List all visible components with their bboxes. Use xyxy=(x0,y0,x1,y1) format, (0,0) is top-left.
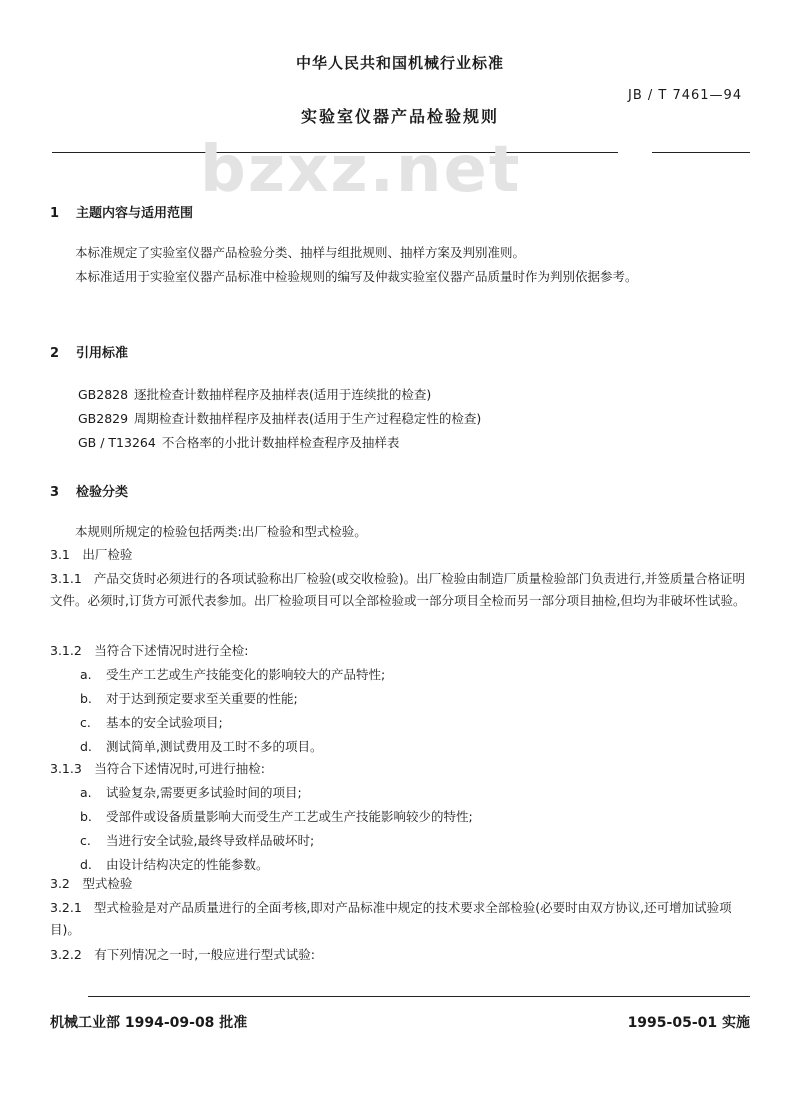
subsection-3-2-heading: 3.2 型式检验 xyxy=(50,876,133,891)
section-1-paragraph-1: 本标准规定了实验室仪器产品检验分类、抽样与组批规则、抽样方案及判别准则。 xyxy=(75,245,526,260)
section-2-heading xyxy=(50,342,128,361)
reference-code: GB2828 xyxy=(78,387,129,402)
item-label: d. xyxy=(80,857,92,872)
clause-3-1-3: 3.1.3 当符合下述情况时,可进行抽检: xyxy=(50,761,265,776)
reference-code: GB2829 xyxy=(78,411,129,426)
section-number: 1 xyxy=(50,206,60,221)
section-3-intro: 本规则所规定的检验包括两类:出厂检验和型式检验。 xyxy=(75,524,367,539)
industry-standard-heading: 中华人民共和国机械行业标准 xyxy=(295,54,504,72)
item-label: a. xyxy=(80,785,92,800)
list-item xyxy=(80,831,314,849)
clause-3-2-2: 3.2.2 有下列情况之一时,一般应进行型式试验: xyxy=(50,947,315,962)
list-item xyxy=(80,783,302,801)
section-1-heading xyxy=(50,202,193,221)
list-item xyxy=(80,855,269,873)
reference-title: 不合格率的小批计数抽样检查程序及抽样表 xyxy=(161,435,400,450)
item-text: 当进行安全试验,最终导致样品破坏时; xyxy=(106,833,315,848)
item-text: 对于达到预定要求至关重要的性能; xyxy=(106,691,298,706)
item-label: a. xyxy=(80,667,92,682)
clause-text: 产品交货时必须进行的各项试验称出厂检验(或交收检验)。出厂检验由制造厂质量检验部门负责进行,并签质量合格证明文件。必须时,订货方可派代表参加。出厂检验项目可以全部检验或一部分项目全检而另一部分项目抽检,但均为非破坏性试验。 xyxy=(50,571,746,608)
reference-title: 逐批检查计数抽样程序及抽样表(适用于连续批的检查) xyxy=(134,387,432,402)
implementation-line: 1995-05-01 实施 xyxy=(627,1015,750,1031)
item-label: c. xyxy=(80,715,91,730)
document-title: 实验室仪器产品检验规则 xyxy=(300,107,499,126)
section-number: 2 xyxy=(50,346,60,361)
clause-3-1-2: 3.1.2 当符合下述情况时进行全检: xyxy=(50,643,249,658)
item-label: b. xyxy=(80,809,92,824)
section-1-paragraph-2: 本标准适用于实验室仪器产品标准中检验规则的编写及仲裁实验室仪器产品质量时作为判别依据参考。 xyxy=(75,269,638,284)
clause-number: 3.2.1 xyxy=(50,900,82,915)
item-text: 基本的安全试验项目; xyxy=(106,715,223,730)
item-text: 测试简单,测试费用及工时不多的项目。 xyxy=(106,739,323,754)
list-item xyxy=(80,689,298,707)
list-item xyxy=(80,713,223,731)
list-item xyxy=(80,665,385,683)
item-text: 由设计结构决定的性能参数。 xyxy=(106,857,269,872)
reference-standard xyxy=(78,409,481,427)
item-label: c. xyxy=(80,833,91,848)
footer-rule xyxy=(88,996,750,997)
clause-3-1-1 xyxy=(50,568,750,612)
section-title: 检验分类 xyxy=(76,485,129,500)
item-label: d. xyxy=(80,739,92,754)
item-label: b. xyxy=(80,691,92,706)
item-text: 试验复杂,需要更多试验时间的项目; xyxy=(106,785,302,800)
item-text: 受生产工艺或生产技能变化的影响较大的产品特性; xyxy=(106,667,386,682)
reference-standard xyxy=(78,385,431,403)
item-text: 受部件或设备质量影响大而受生产工艺或生产技能影响较少的特性; xyxy=(106,809,473,824)
clause-number: 3.1.1 xyxy=(50,571,82,586)
reference-code: GB / T13264 xyxy=(78,435,156,450)
standard-number: JB / T 7461—94 xyxy=(628,88,743,103)
clause-3-2-1 xyxy=(50,897,750,941)
header-rule-right xyxy=(652,152,750,153)
section-title: 主题内容与适用范围 xyxy=(76,206,194,221)
watermark: bzxz.net xyxy=(200,133,522,207)
reference-standard xyxy=(78,433,399,451)
section-title: 引用标准 xyxy=(76,346,129,361)
list-item xyxy=(80,807,473,825)
subsection-3-1-heading: 3.1 出厂检验 xyxy=(50,547,133,562)
section-number: 3 xyxy=(50,485,60,500)
list-item xyxy=(80,737,322,755)
clause-text: 型式检验是对产品质量进行的全面考核,即对产品标准中规定的技术要求全部检验(必要时由双方协议,还可增加试验项目)。 xyxy=(50,900,732,937)
reference-title: 周期检查计数抽样程序及抽样表(适用于生产过程稳定性的检查) xyxy=(134,411,482,426)
approval-line: 机械工业部 1994-09-08 批准 xyxy=(50,1015,248,1031)
section-3-heading xyxy=(50,481,128,500)
